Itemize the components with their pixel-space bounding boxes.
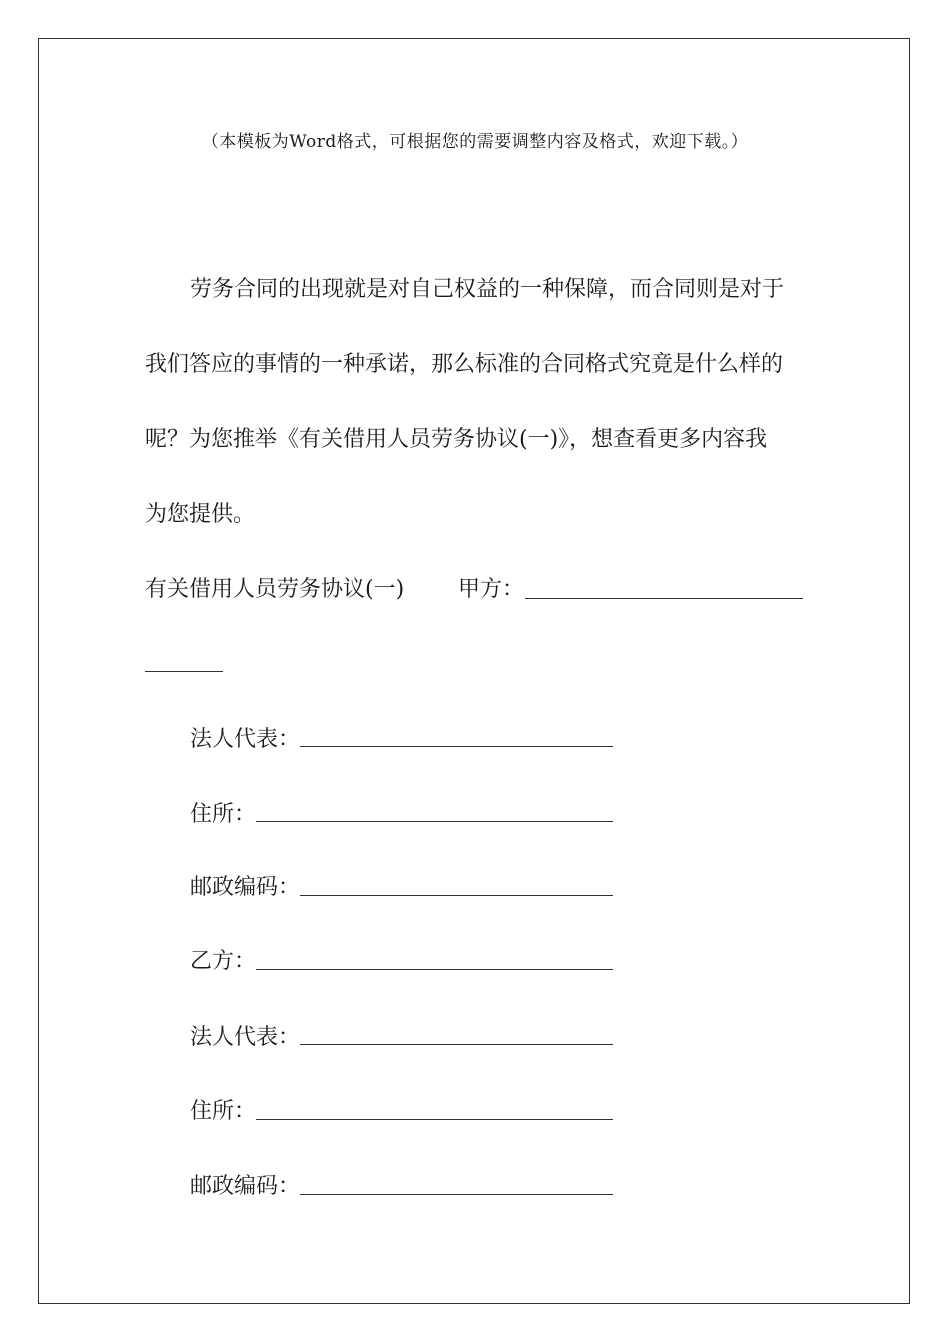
party-b-postcode-blank xyxy=(300,1194,613,1195)
party-b-postcode-label: 邮政编码： xyxy=(190,1174,301,1199)
party-a-legal-rep-blank xyxy=(300,746,613,747)
party-a-blank-line xyxy=(525,598,803,599)
intro-line-1: 劳务合同的出现就是对自己权益的一种保障，而合同则是对于 xyxy=(190,277,785,302)
party-a-label: 甲方： xyxy=(458,577,525,602)
party-b-legal-rep-label: 法人代表： xyxy=(190,1025,301,1050)
party-b-address-blank xyxy=(256,1119,613,1120)
template-note: （本模板为Word格式，可根据您的需要调整内容及格式，欢迎下载。） xyxy=(201,132,749,152)
party-b-label: 乙方： xyxy=(190,949,257,974)
party-a-blank-line-continued xyxy=(145,671,223,672)
party-a-address-blank xyxy=(256,821,613,822)
party-a-legal-rep-label: 法人代表： xyxy=(190,727,301,752)
agreement-title: 有关借用人员劳务协议(一) xyxy=(145,577,405,602)
party-a-postcode-blank xyxy=(300,895,613,896)
intro-line-2: 我们答应的事情的一种承诺，那么标准的合同格式究竟是什么样的 xyxy=(145,352,784,377)
intro-line-4: 为您提供。 xyxy=(145,502,256,527)
party-b-address-label: 住所： xyxy=(190,1099,257,1124)
party-b-legal-rep-blank xyxy=(300,1044,613,1045)
party-a-postcode-label: 邮政编码： xyxy=(190,875,301,900)
party-a-address-label: 住所： xyxy=(190,802,257,827)
party-b-blank xyxy=(256,969,613,970)
intro-line-3: 呢？为您推举《有关借用人员劳务协议(一)》，想查看更多内容我 xyxy=(145,427,768,452)
